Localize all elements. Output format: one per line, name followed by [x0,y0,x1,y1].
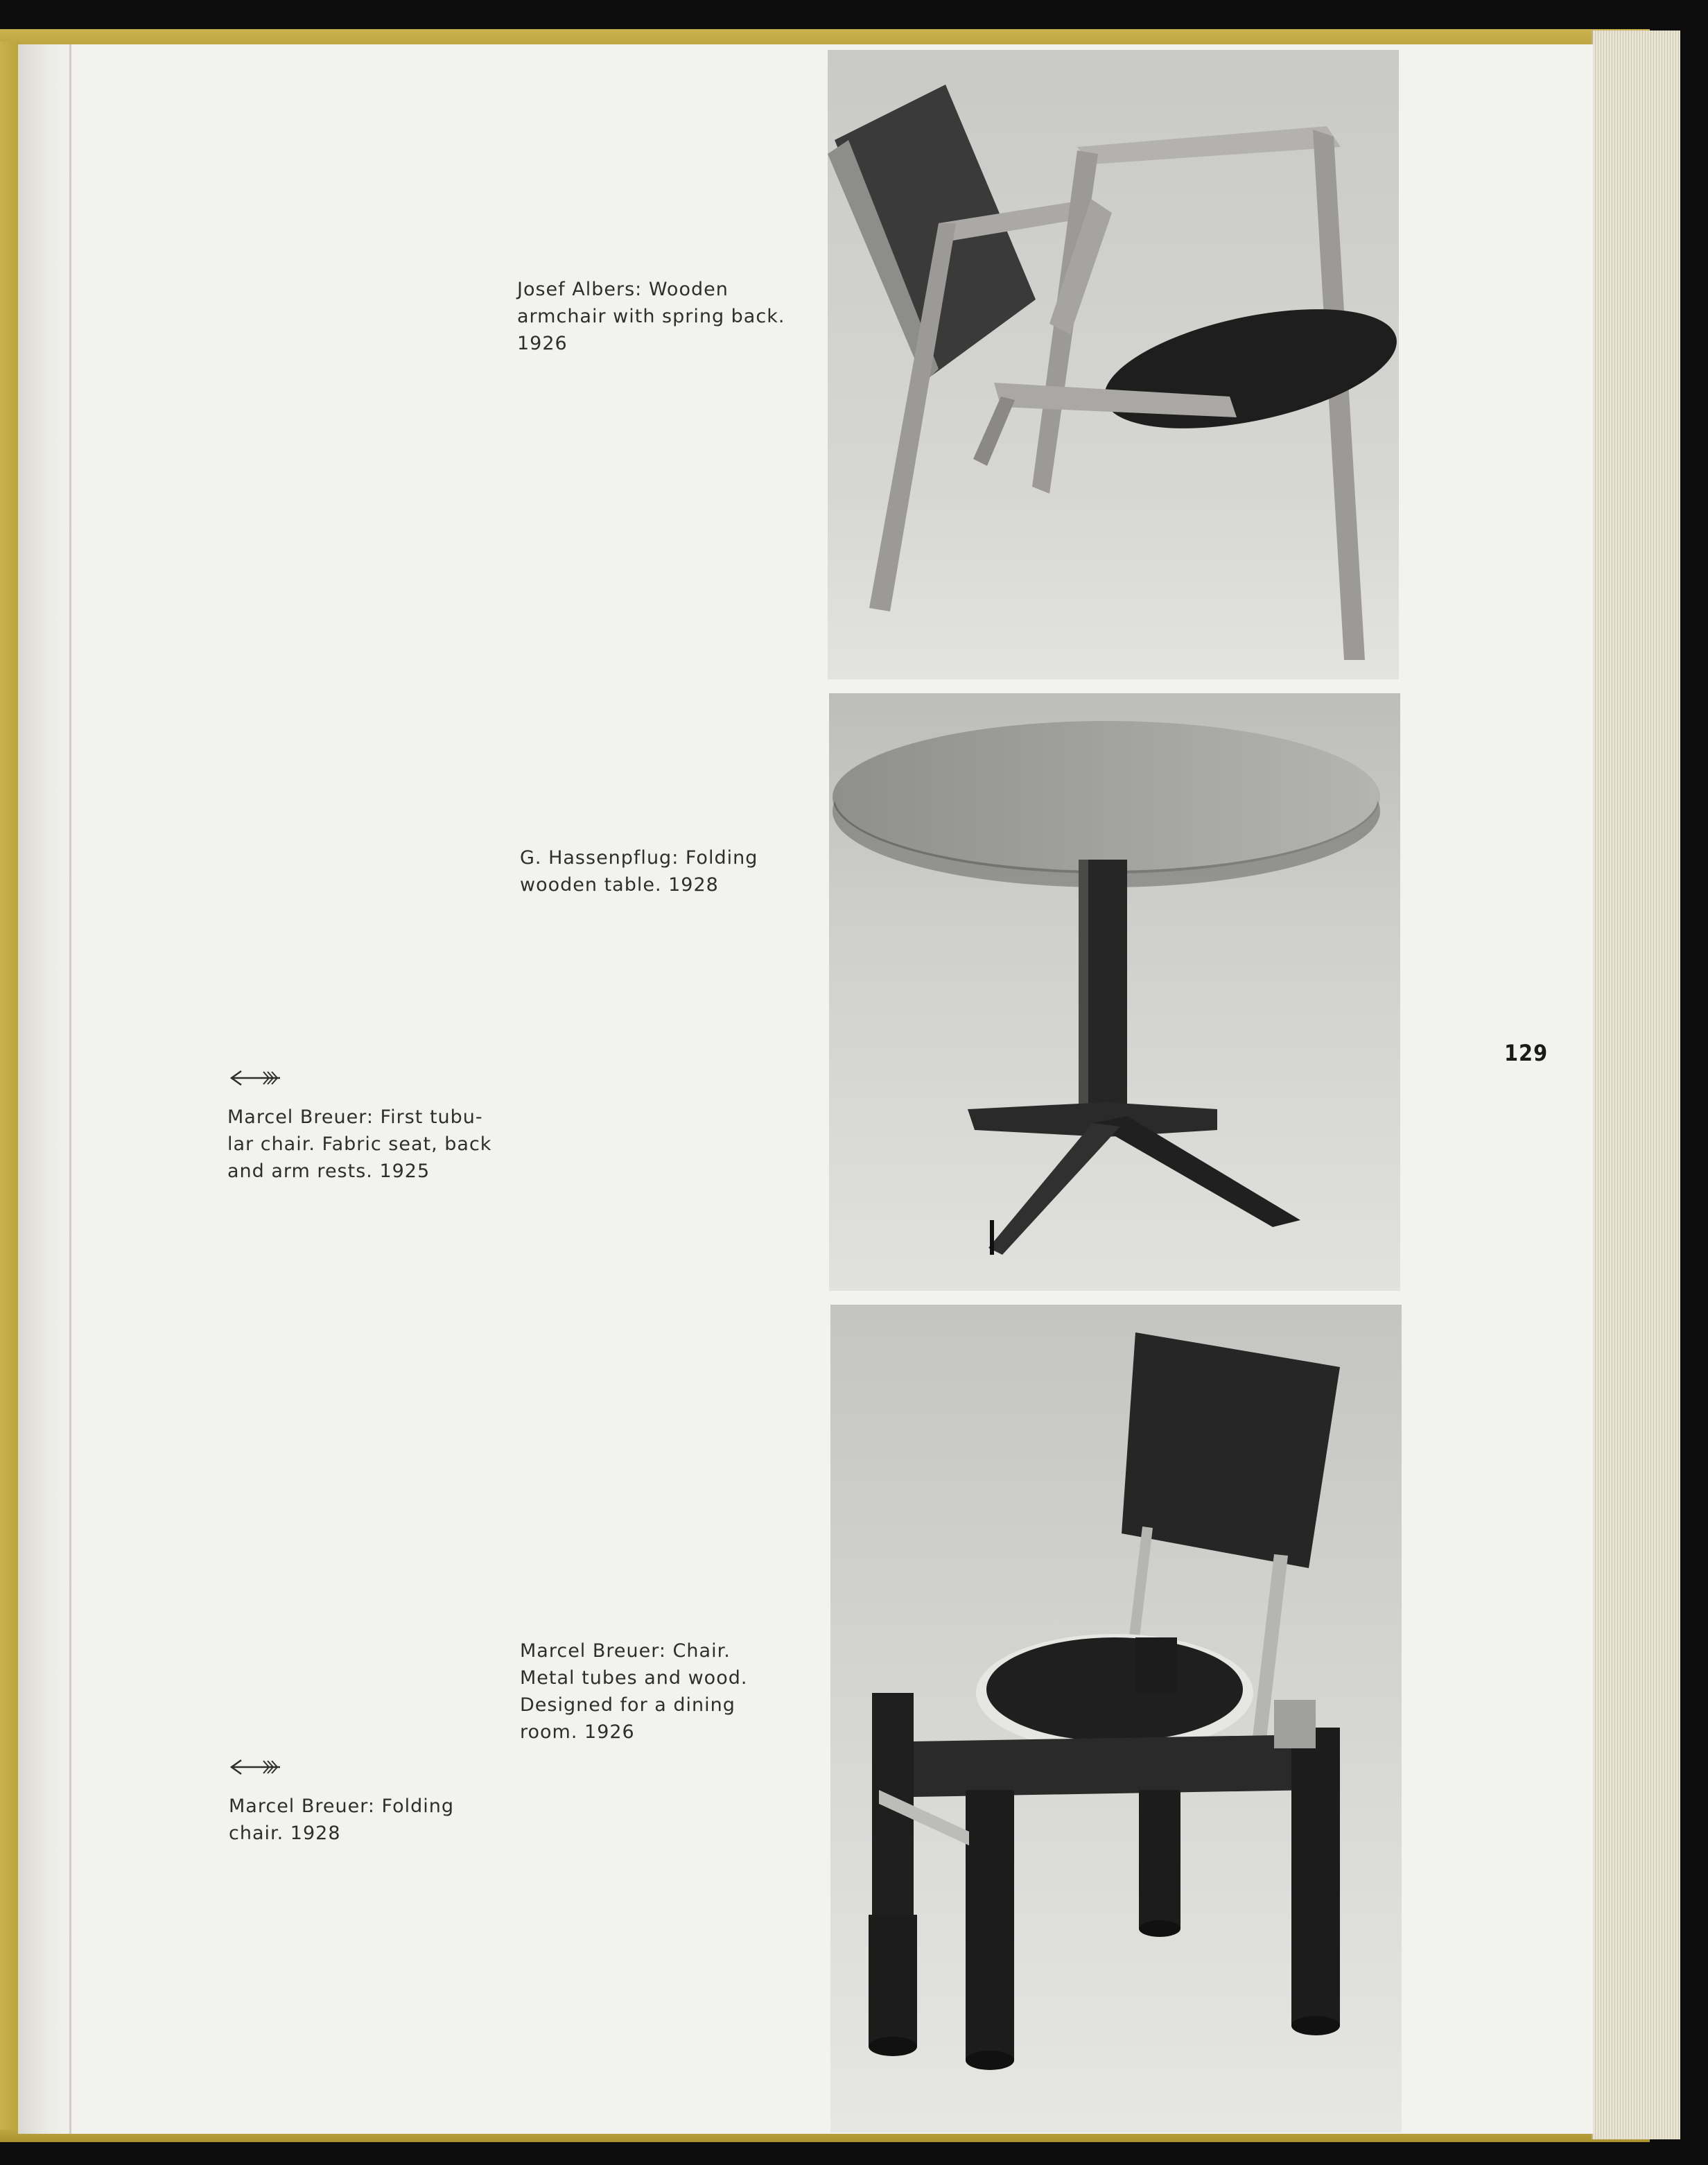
page-number: 129 [1504,1040,1549,1066]
gutter-fold [69,44,71,2134]
caption-breuer-dining-chair: Marcel Breuer: Chair. Metal tubes and wood. Designed for a dining room. 1926 [520,1640,748,1743]
caption-breuer-tubular-chair: Marcel Breuer: First tubu- lar chair. Fabric seat, back and arm rests. 1925 [227,1106,492,1182]
caption-hassenpflug-table: G. Hassenpflug: Folding wooden table. 1928 [520,847,758,896]
caption-albers-armchair: Josef Albers: Wooden armchair with spring back. 1926 [517,279,785,354]
caption-breuer-folding-chair: Marcel Breuer: Folding chair. 1928 [229,1796,455,1844]
breuer-chair-photo [830,1305,1402,2132]
albers-armchair-photo [828,50,1399,679]
page-edges [1592,31,1680,2139]
arrow-left-icon [229,1757,284,1777]
hassenpflug-table-photo [829,693,1400,1291]
book-cover-left [0,42,19,2135]
page-gutter [18,44,73,2134]
arrow-left-icon [229,1068,284,1088]
